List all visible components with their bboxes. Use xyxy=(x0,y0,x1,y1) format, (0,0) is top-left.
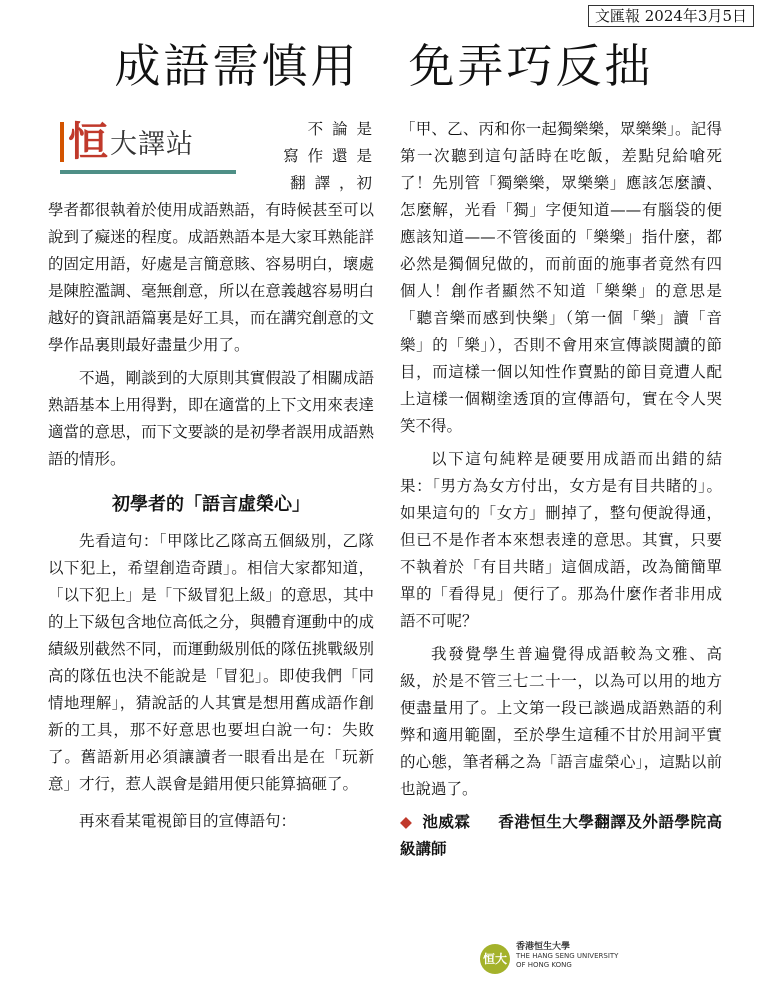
column-logo xyxy=(48,116,238,178)
university-logo xyxy=(480,942,660,982)
subhead: 初學者的「語言虛榮心」 xyxy=(112,494,310,515)
byline xyxy=(400,809,722,863)
university-name xyxy=(516,943,618,970)
source-tag: 文匯報 2024年3月5日 xyxy=(588,5,754,27)
paragraph: 我發覺學生普遍覺得成語較為文雅、高級，於是不管三七二十一，以為可以用的地方便盡量用了。上文第一段已談過成語熟語的利弊和適用範圍，至於學生這種不甘於用詞平實的心態，筆者稱之為「語言虛榮心」，這點以前也說過了。 xyxy=(400,645,722,798)
paragraph: 先看這句：「甲隊比乙隊高五個級別，乙隊以下犯上，希望創造奇蹟」。相信大家都知道，「以下犯上」是「下級冒犯上級」的意思，其中的上下級包含地位高低之分，與體育運動中的成績級別截然不同，而運動級別低的隊伍挑戰級別高的隊伍也決不能說是「冒犯」。即使我們「同情地理解」，猜說話的人其實是想用舊成語作創新的工具，那不好意思也要坦白說一句：失敗了。舊語新用必須讓讀者一眼看出是在「玩新意」才行，惹人誤會是錯用便只能算搞砸了。 xyxy=(48,532,374,793)
university-badge-icon: 恒大 xyxy=(480,944,510,974)
byline-author: 池威霖 xyxy=(422,813,471,831)
diamond-icon: ◆ xyxy=(400,813,413,831)
paragraph: 「甲、乙、丙和你一起獨樂樂，眾樂樂」。記得第一次聽到這句話時在吃飯，差點兒給嗆死了！先別管「獨樂樂，眾樂樂」應該怎麼讀、怎麼解，光看「獨」字便知道——有腦袋的便應該知道——不管後面的「樂樂」指什麼，都必然是獨個兒做的，而前面的施事者竟然有四個人！創作者顯然不知道「樂樂」的意思是「聽音樂而感到快樂」（第一個「樂」讀「音樂」的「樂」），否則不會用來宣傳談閱讀的節目，而這樣一個以知性作賣點的節目竟遭人配上這樣一個糊塗透頂的宣傳語句，實在令人哭笑不得。 xyxy=(400,120,722,435)
university-name-zh: 香港恒生大學 xyxy=(516,942,571,952)
university-name-en-1: THE HANG SENG UNIVERSITY xyxy=(516,952,619,960)
logo-accent-bar xyxy=(60,122,64,162)
headline: 成語需慎用 免弄巧反拙 xyxy=(114,39,654,93)
paragraph: 不過，剛談到的大原則其實假設了相關成語熟語基本上用得對，即在適當的上下文用來表達適當的意思，而下文要談的是初學者誤用成語熟語的情形。 xyxy=(48,369,374,468)
university-name-en-2: OF HONG KONG xyxy=(516,961,572,969)
left-column xyxy=(48,116,374,841)
intro-line: 翻 譯 ，初 xyxy=(290,174,374,192)
column-logo-heng: 恒 xyxy=(68,119,108,165)
byline-title: 香港恒生大學翻譯及外語學院高級講師 xyxy=(400,813,722,858)
paragraph: 再來看某電視節目的宣傳語句： xyxy=(79,812,297,830)
intro-line: 不 論 是 xyxy=(307,120,374,138)
paragraph: 以下這句純粹是硬要用成語而出錯的結果：「男方為女方付出，女方是有目共睹的」。如果這句的「女方」刪掉了，整句便說得通，但已不是作者本來想表達的意思。其實，只要不執着於「有目共睹」這個成語，改為簡簡單單的「看得見」便行了。那為什麼作者非用成語不可呢？ xyxy=(400,450,722,630)
right-column xyxy=(400,116,722,863)
column-logo-name: 大譯站 xyxy=(110,129,194,160)
paragraph: 學者都很執着於使用成語熟語，有時候甚至可以說到了癡迷的程度。成語熟語本是大家耳熟能詳的固定用語，好處是言簡意賅、容易明白，壞處是陳腔濫調、毫無創意，所以在意義越容易明白越好的資訊語篇裏是好工具，而在講究創意的文學作品裏則最好盡量少用了。 xyxy=(48,201,374,354)
logo-underline xyxy=(60,170,236,174)
intro-line: 寫 作 還 是 xyxy=(283,147,374,165)
